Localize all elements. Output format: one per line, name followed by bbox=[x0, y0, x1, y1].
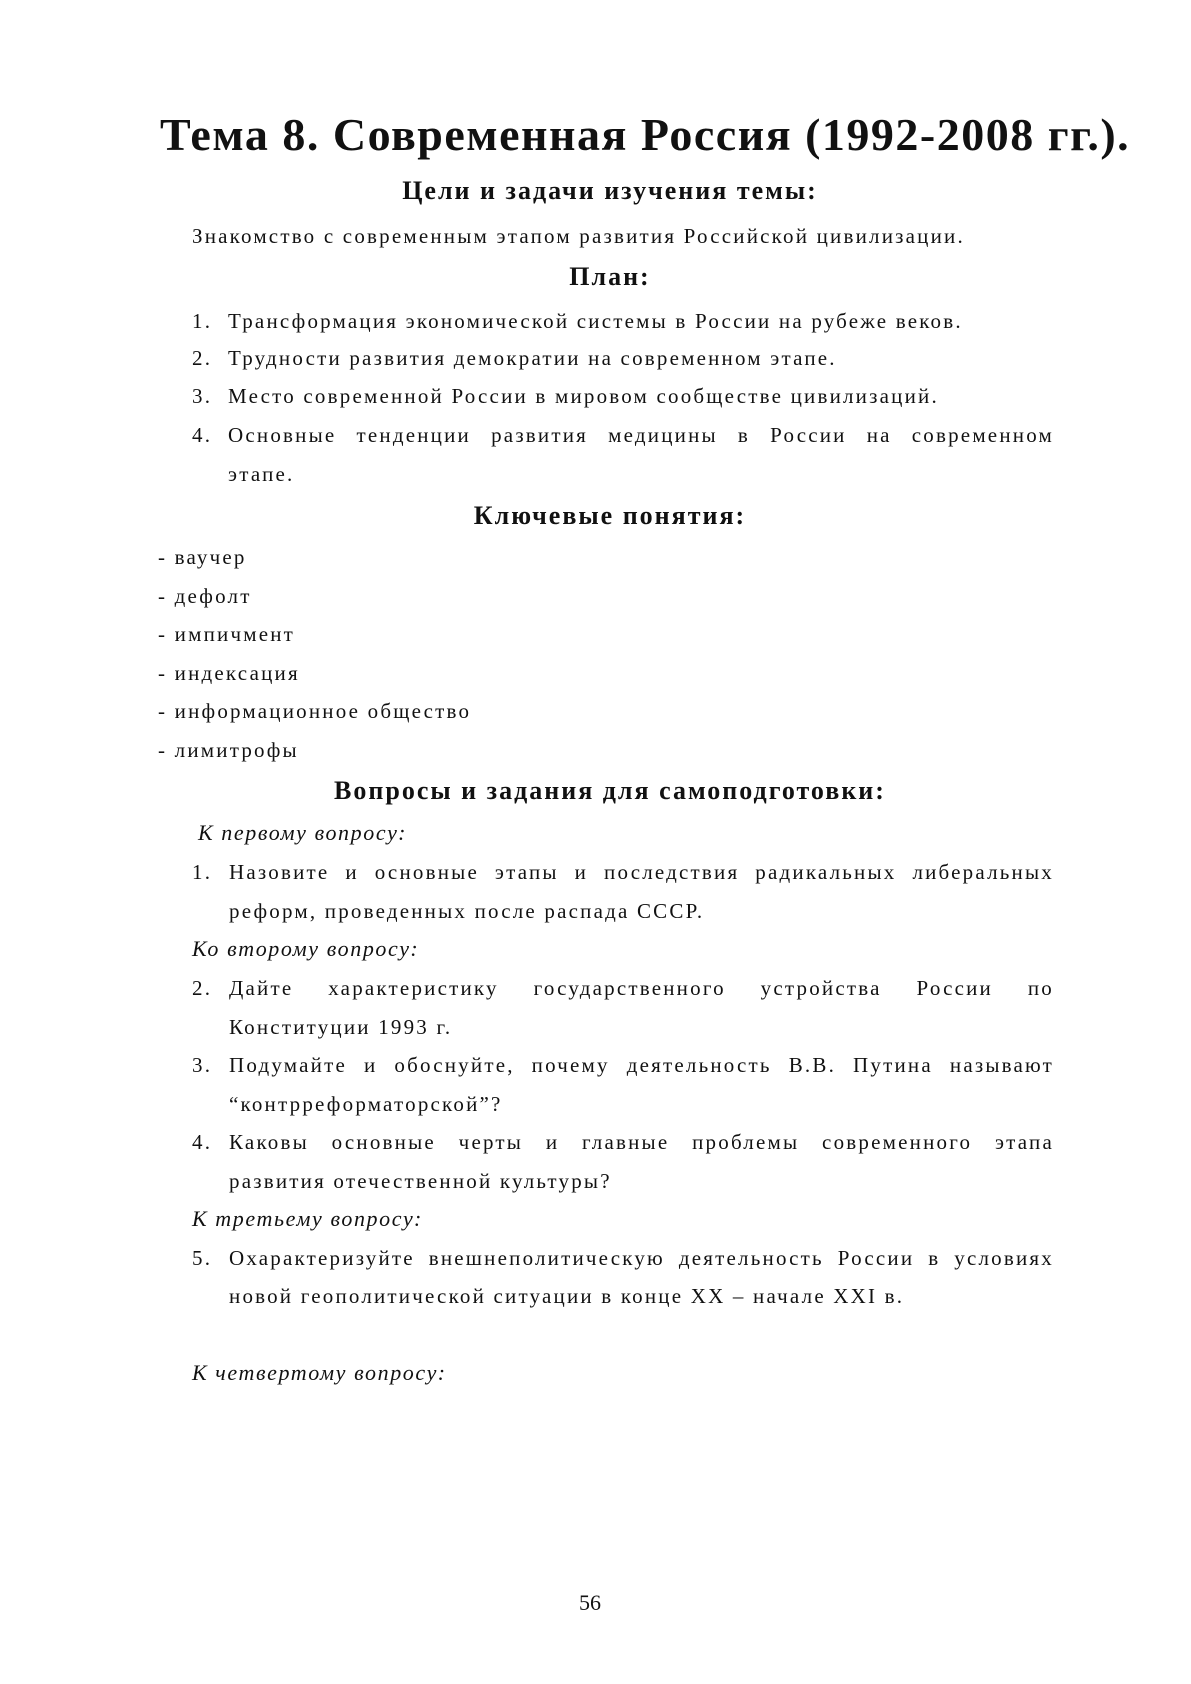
plan-item-number: 3. bbox=[192, 384, 213, 408]
question-4-number: 4. bbox=[192, 1130, 213, 1154]
question-2-line2: Конституции 1993 г. bbox=[229, 1015, 453, 1039]
question-1-number: 1. bbox=[192, 860, 213, 884]
question-5-line2: новой геополитической ситуации в конце XX – начале XXI в. bbox=[229, 1284, 905, 1308]
plan-item-4-number: 4. bbox=[192, 423, 213, 447]
plan-item-number: 1. bbox=[192, 309, 213, 333]
plan-item-number: 2. bbox=[192, 346, 213, 370]
plan-item-4-line1: Основные тенденции развития медицины в России на современном bbox=[228, 423, 1054, 447]
question-4-line2: развития отечественной культуры? bbox=[229, 1169, 612, 1193]
plan-item-text: Трансформация экономической системы в России на рубеже веков. bbox=[228, 309, 963, 333]
question-2-line1: Дайте характеристику государственного устройства России по bbox=[229, 976, 1054, 1000]
question-1-line1: Назовите и основные этапы и последствия радикальных либеральных bbox=[229, 860, 1054, 884]
concept-item: - импичмент bbox=[158, 622, 296, 646]
page-title: Тема 8. Современная Россия (1992-2008 гг.). bbox=[160, 109, 1131, 160]
plan-item-4-line2: этапе. bbox=[228, 462, 295, 486]
concepts-heading: Ключевые понятия: bbox=[473, 501, 747, 530]
question-3-line2: “контрреформаторской”? bbox=[229, 1092, 503, 1116]
page-number: 56 bbox=[579, 1590, 601, 1615]
question-1-line2: реформ, проведенных после распада СССР. bbox=[229, 899, 705, 923]
goals-heading: Цели и задачи изучения темы: bbox=[402, 176, 818, 205]
question-2-number: 2. bbox=[192, 976, 213, 1000]
concept-item: - информационное общество bbox=[158, 699, 472, 723]
concept-item: - дефолт bbox=[158, 584, 252, 608]
plan-item-text: Место современной России в мировом сообществе цивилизаций. bbox=[228, 384, 939, 408]
question-group-label: Ко второму вопросу: bbox=[192, 936, 420, 961]
question-5-line1: Охарактеризуйте внешнеполитическую деятельность России в условиях bbox=[229, 1246, 1054, 1270]
concept-item: - индексация bbox=[158, 661, 300, 685]
plan-item-2 bbox=[192, 346, 837, 371]
question-group-label: К первому вопросу: bbox=[198, 820, 408, 845]
goals-text: Знакомство с современным этапом развития Российской цивилизации. bbox=[192, 224, 965, 248]
question-5-number: 5. bbox=[192, 1246, 213, 1270]
question-group-label: К четвертому вопросу: bbox=[192, 1360, 447, 1385]
plan-item-text: Трудности развития демократии на современном этапе. bbox=[228, 346, 837, 370]
plan-item-3 bbox=[192, 384, 939, 409]
questions-heading: Вопросы и задания для самоподготовки: bbox=[334, 776, 886, 805]
concept-item: - лимитрофы bbox=[158, 738, 299, 762]
question-3-line1: Подумайте и обоснуйте, почему деятельность В.В. Путина называют bbox=[229, 1053, 1054, 1077]
question-3-number: 3. bbox=[192, 1053, 213, 1077]
question-group-label: К третьему вопросу: bbox=[192, 1206, 423, 1231]
plan-item-1 bbox=[192, 309, 963, 334]
plan-heading: План: bbox=[569, 262, 651, 291]
concept-item: - ваучер bbox=[158, 545, 247, 569]
question-4-line1: Каковы основные черты и главные проблемы современного этапа bbox=[229, 1130, 1054, 1154]
